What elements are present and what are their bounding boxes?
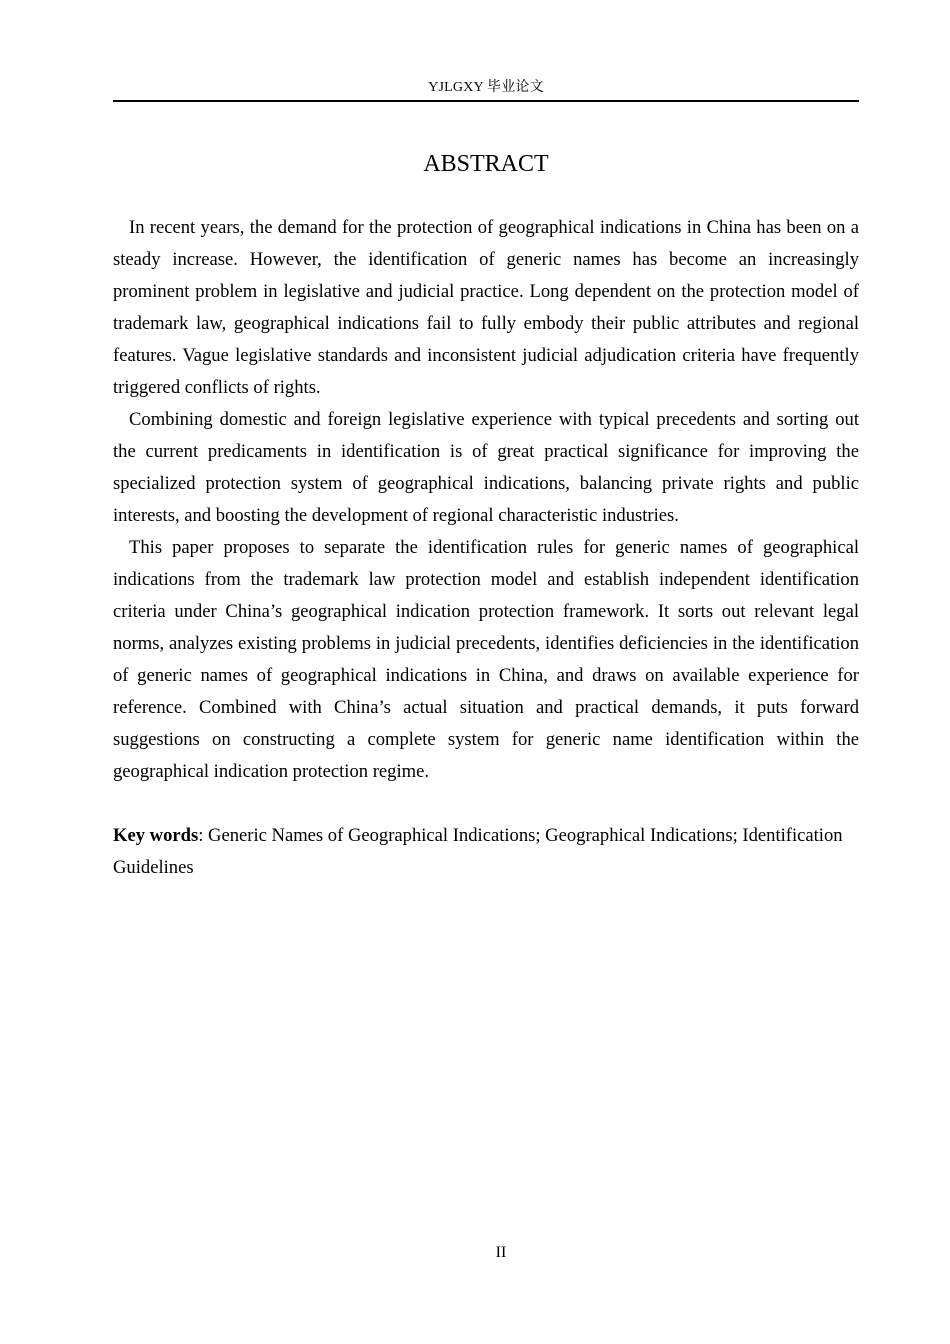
keywords-text: : Generic Names of Geographical Indications; Geographical Indications; Identification Guidelines <box>113 825 843 878</box>
abstract-heading: ABSTRACT <box>423 151 549 177</box>
keywords-label: Key words <box>113 825 199 846</box>
page-number: II <box>495 1244 507 1261</box>
abstract-body <box>113 212 859 884</box>
abstract-paragraph-1: In recent years, the demand for the protection of geographical indications in China has been on a steady increase. However, the identification of generic names has become an increasingly prominent problem in legislative and judicial practice. Long dependent on the protection model of trademark law, geographical indications fail to fully embody their public attributes and regional features. Vague legislative standards and inconsistent judicial adjudication criteria have frequently triggered conflicts of rights. <box>113 217 859 398</box>
keywords-line <box>113 820 859 884</box>
running-header: YJLGXY 毕业论文 <box>428 80 544 95</box>
abstract-paragraph-3: This paper proposes to separate the identification rules for generic names of geographical indications from the trademark law protection model and establish independent identification criteria under China’s geographical indication protection framework. It sorts out relevant legal norms, analyzes existing problems in judicial precedents, identifies deficiencies in the identification of generic names of geographical indications in China, and draws on available experience for reference. Combined with China’s actual situation and practical demands, it puts forward suggestions on constructing a complete system for generic name identification within the geographical indication protection regime. <box>113 537 859 782</box>
header-rule <box>113 100 859 102</box>
abstract-paragraph-2: Combining domestic and foreign legislative experience with typical precedents and sorting out the current predicaments in identification is of great practical significance for improving the specialized protection system of geographical indications, balancing private rights and public interests, and boosting the development of regional characteristic industries. <box>113 409 859 526</box>
